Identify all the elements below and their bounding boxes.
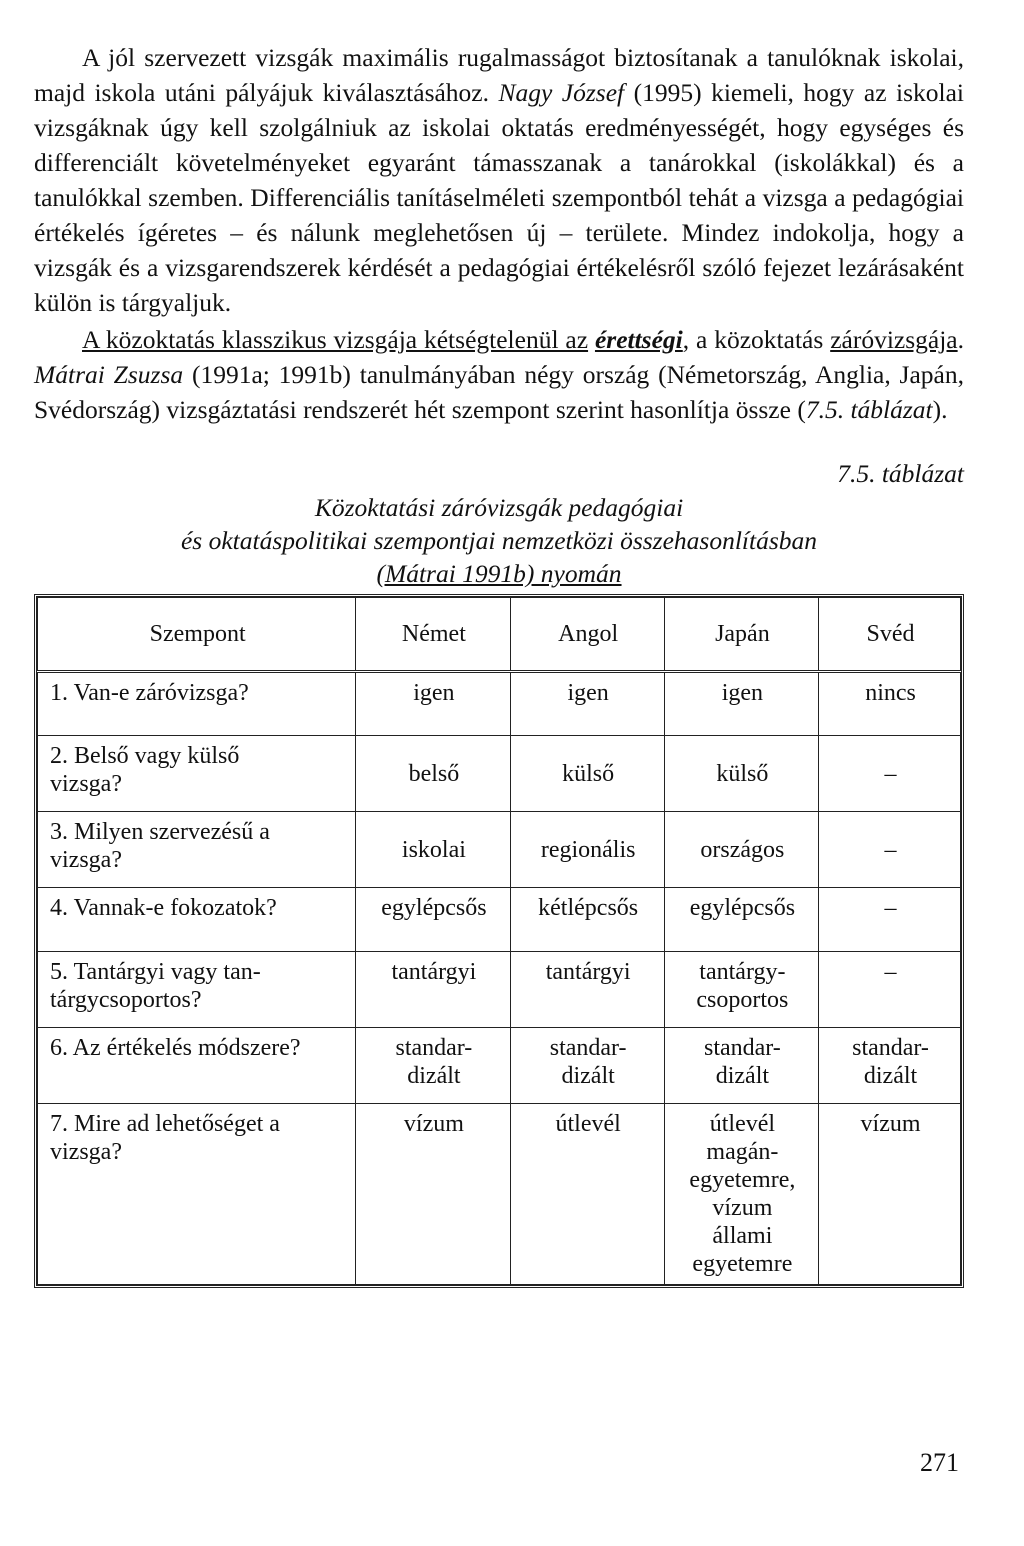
table-cell-sved: – bbox=[819, 888, 961, 952]
table-cell-angol: kétlépcsős bbox=[510, 888, 664, 952]
table-cell-nemet: iskolai bbox=[356, 812, 510, 888]
paragraph-1-text-a: A jól szervezett vizsgák maximális rugalmasságot biztosítanak a tanulóknak iskolai, majd iskola utáni pályájuk kiválasztásához. bbox=[34, 43, 964, 107]
table-cell-angol: igen bbox=[510, 672, 664, 736]
underlined-zarovizsga: záróvizsgája bbox=[830, 325, 958, 354]
table-title-line-2: és oktatáspolitikai szempontjai nemzetközi összehasonlításban bbox=[180, 526, 818, 555]
header-nemet: Német bbox=[356, 598, 510, 672]
table-cell-sved: – bbox=[819, 952, 961, 1028]
table-cell-aspect: 5. Tantárgyi vagy tan- tárgycsoportos? bbox=[38, 952, 356, 1028]
table-body bbox=[38, 672, 961, 1285]
table-cell-nemet: vízum bbox=[356, 1104, 510, 1285]
table-title-line-1: Közoktatási záróvizsgák pedagógiai bbox=[314, 493, 684, 522]
comparison-table-frame bbox=[34, 594, 964, 1288]
table-cell-japan: egylépcsős bbox=[664, 888, 818, 952]
table-row bbox=[38, 672, 961, 736]
paragraph-2-mid: , a közoktatás bbox=[682, 325, 831, 354]
table-cell-nemet: belső bbox=[356, 736, 510, 812]
keyword-erettsegi: érettségi bbox=[594, 325, 683, 354]
table-cell-angol: standar- dizált bbox=[510, 1028, 664, 1104]
table-cell-japan: országos bbox=[664, 812, 818, 888]
paragraph-2-dot: . bbox=[957, 325, 964, 354]
table-row bbox=[38, 952, 961, 1028]
table-cell-aspect: 1. Van-e záróvizsga? bbox=[38, 672, 356, 736]
paragraph-1-text-b: (1995) kiemeli, hogy az iskolai vizsgáknak úgy kell szolgálniuk az iskolai oktatás eredményességét, hogy egységes és differenciált követelményeket egyaránt támasszanak a tanárokkal (iskolákkal) és a tanulókkal szemben. Differenciális tanításelméleti szempontból tehát a vizsga a pedagógiai értékelés ígéretes – és nálunk meglehetősen új – területe. Mindez indokolja, hogy a vizsgák és a vizsgarendszerek kérdését a pedagógiai értékelésről szóló fejezet lezárásaként külön is tárgyaljuk. bbox=[34, 78, 965, 317]
paragraph-2 bbox=[34, 322, 964, 427]
paragraph-2-end: ). bbox=[932, 395, 948, 424]
header-japan: Japán bbox=[664, 598, 818, 672]
table-cell-nemet: egylépcsős bbox=[356, 888, 510, 952]
header-angol: Angol bbox=[510, 598, 664, 672]
page-content bbox=[34, 40, 964, 1288]
comparison-table bbox=[37, 597, 961, 1285]
table-header-row bbox=[38, 598, 961, 672]
table-title-source: (Mátrai 1991b) nyomán bbox=[376, 559, 622, 588]
table-cell-aspect: 2. Belső vagy külső vizsga? bbox=[38, 736, 356, 812]
table-cell-japan: tantárgy- csoportos bbox=[664, 952, 818, 1028]
table-cell-sved: vízum bbox=[819, 1104, 961, 1285]
table-cell-angol: útlevél bbox=[510, 1104, 664, 1285]
table-cell-aspect: 4. Vannak-e fokozatok? bbox=[38, 888, 356, 952]
table-row bbox=[38, 888, 961, 952]
table-row bbox=[38, 1028, 961, 1104]
table-cell-angol: regionális bbox=[510, 812, 664, 888]
table-cell-japan: külső bbox=[664, 736, 818, 812]
table-cell-japan: igen bbox=[664, 672, 818, 736]
table-cell-sved: – bbox=[819, 736, 961, 812]
table-row bbox=[38, 736, 961, 812]
paragraph-2-rest: (1991a; 1991b) tanulmányában négy ország (Németország, Anglia, Japán, Svédország) vizsgáztatási rendszerét hét szempont szerint hasonlítja össze ( bbox=[34, 360, 964, 424]
header-szempont: Szempont bbox=[38, 598, 356, 672]
table-label: 7.5. táblázat bbox=[837, 459, 964, 488]
table-cell-angol: külső bbox=[510, 736, 664, 812]
table-cell-sved: nincs bbox=[819, 672, 961, 736]
table-cell-aspect: 3. Milyen szervezésű a vizsga? bbox=[38, 812, 356, 888]
table-cell-japan: standar- dizált bbox=[664, 1028, 818, 1104]
table-cell-sved: standar- dizált bbox=[819, 1028, 961, 1104]
header-sved: Svéd bbox=[819, 598, 961, 672]
table-cell-angol: tantárgyi bbox=[510, 952, 664, 1028]
table-cell-nemet: standar- dizált bbox=[356, 1028, 510, 1104]
table-title bbox=[34, 491, 964, 590]
paragraph-1 bbox=[34, 40, 964, 320]
table-cell-japan: útlevél magán- egyetemre, vízum állami egyetemre bbox=[664, 1104, 818, 1285]
table-cell-aspect: 6. Az értékelés módszere? bbox=[38, 1028, 356, 1104]
underlined-sentence: A közoktatás klasszikus vizsgája kétségtelenül az bbox=[82, 325, 589, 354]
author-matrai: Mátrai Zsuzsa bbox=[34, 360, 184, 389]
table-title-line-3 bbox=[34, 557, 964, 590]
table-row bbox=[38, 1104, 961, 1285]
table-cell-aspect: 7. Mire ad lehetőséget a vizsga? bbox=[38, 1104, 356, 1285]
table-row bbox=[38, 812, 961, 888]
page-number: 271 bbox=[920, 1448, 959, 1477]
space bbox=[588, 325, 595, 354]
table-reference: 7.5. táblázat bbox=[805, 395, 933, 424]
table-cell-nemet: tantárgyi bbox=[356, 952, 510, 1028]
author-nagy: Nagy József bbox=[498, 78, 625, 107]
table-cell-sved: – bbox=[819, 812, 961, 888]
table-cell-nemet: igen bbox=[356, 672, 510, 736]
